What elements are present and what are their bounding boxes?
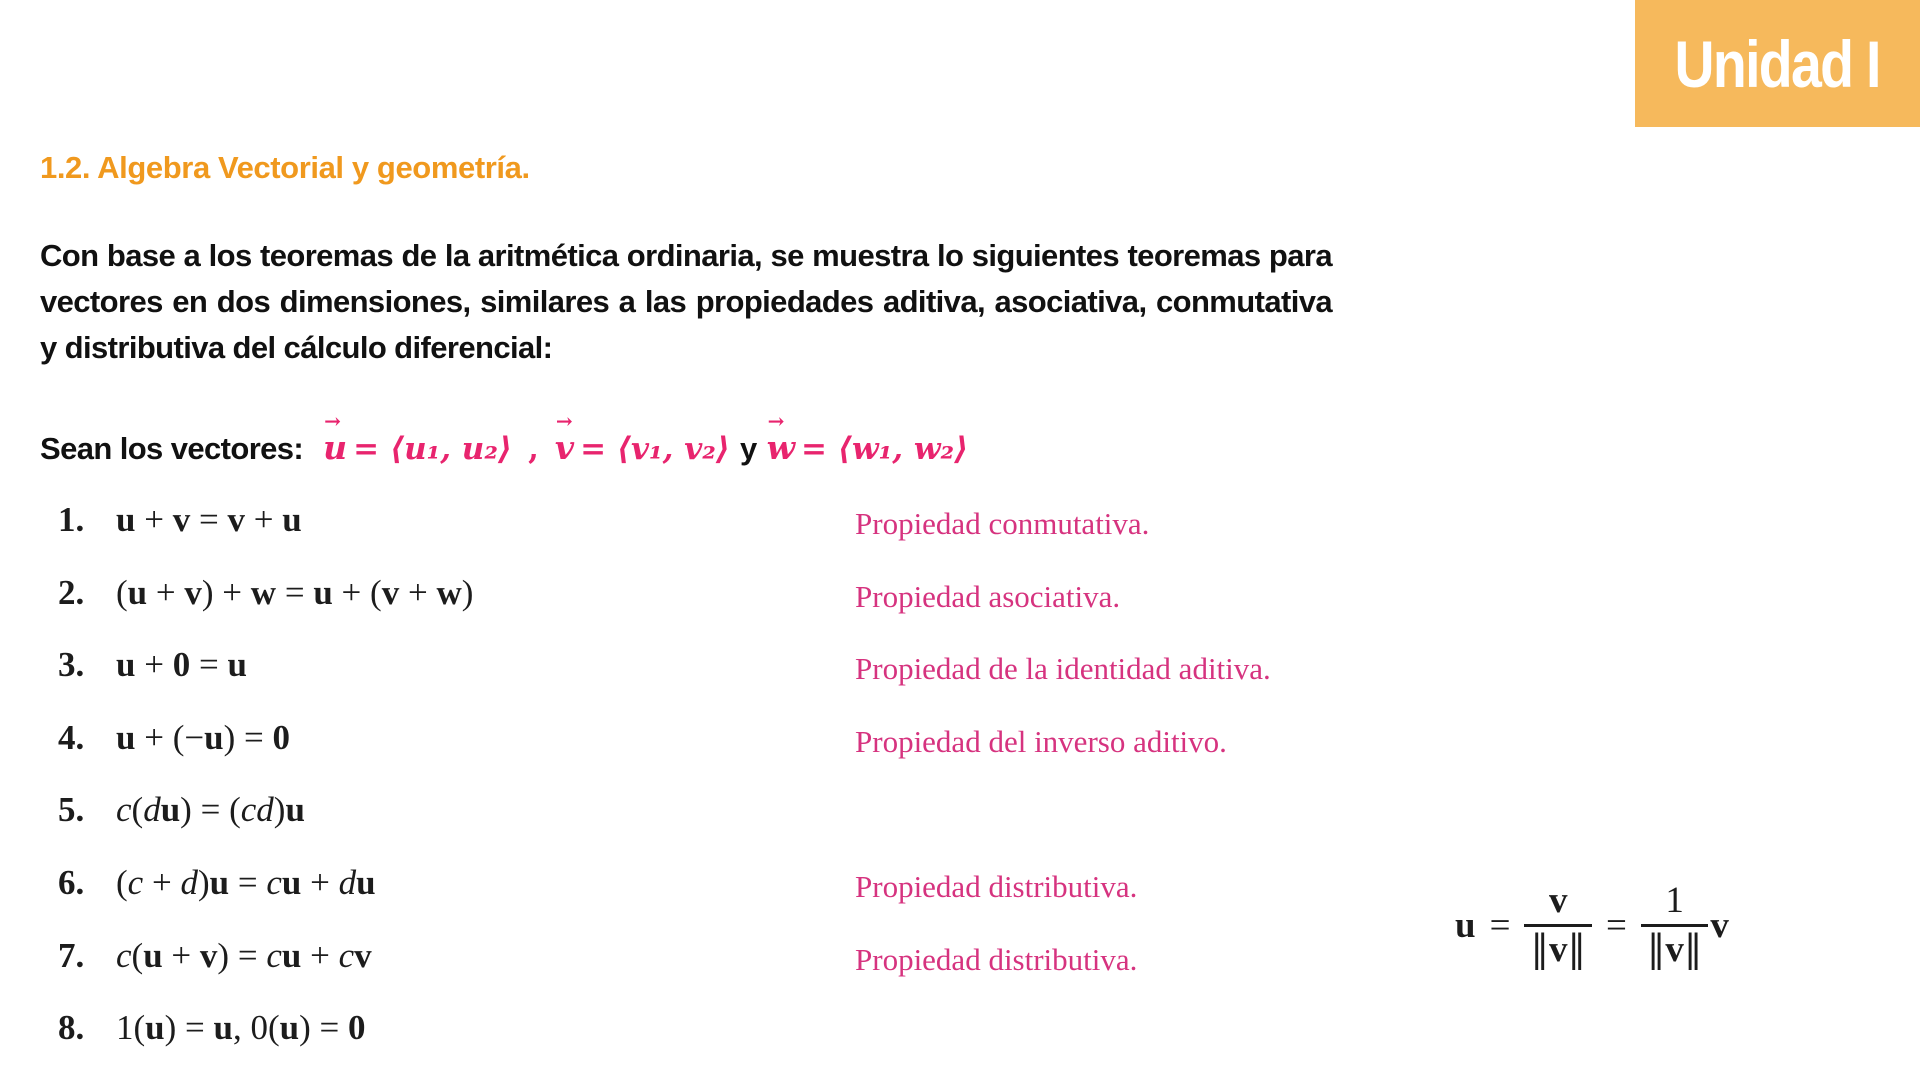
formula-part: v xyxy=(199,935,218,975)
property-row-3 xyxy=(58,645,1858,718)
unit-banner xyxy=(1635,0,1920,127)
formula-part: d xyxy=(180,862,198,902)
formula-part: u xyxy=(160,790,181,830)
formula-part: u xyxy=(116,645,136,685)
formula-part: u xyxy=(143,935,163,975)
property-formula xyxy=(116,1008,366,1047)
formula-part: + xyxy=(244,500,283,539)
formula-part: v xyxy=(172,500,191,539)
formula-part: w xyxy=(436,572,462,612)
property-number: 7. xyxy=(58,935,85,975)
property-label: Propiedad asociativa. xyxy=(855,578,1121,614)
norm-bar: ‖ xyxy=(1646,926,1666,970)
formula-part: u xyxy=(227,645,247,685)
formula-part: + xyxy=(162,935,200,975)
formula-part: ) = xyxy=(164,1008,214,1048)
formula-part: + xyxy=(399,572,437,612)
fraction-v-over-norm xyxy=(1524,882,1592,970)
formula-part: ( xyxy=(116,862,128,902)
formula-part: 0 xyxy=(272,717,290,757)
vector-u-definition: = ⟨u₁, u₂⟩ xyxy=(353,431,513,467)
property-formula xyxy=(116,645,247,684)
vector-u-letter: u xyxy=(323,428,348,467)
formula-part: u xyxy=(279,1008,300,1048)
property-label: Propiedad distributiva. xyxy=(855,868,1138,904)
formula-part: ) = xyxy=(223,717,273,757)
formula-part: ) = xyxy=(299,1008,349,1048)
equals-sign: = xyxy=(1605,905,1627,947)
unit-formula-tail: v xyxy=(1710,905,1729,947)
property-number: 5. xyxy=(58,790,85,830)
formula-part: + ( xyxy=(332,572,382,612)
formula-part: u xyxy=(285,790,305,830)
formula-part: v xyxy=(354,935,372,975)
vector-arrow-icon: → xyxy=(555,409,573,433)
formula-part: + xyxy=(301,862,339,902)
separator-comma: , xyxy=(528,431,539,467)
formula-part: u xyxy=(313,572,333,612)
property-formula xyxy=(116,718,290,757)
norm-bar: ‖ xyxy=(1530,926,1549,970)
property-number: 1. xyxy=(58,500,85,539)
property-label: Propiedad de la identidad aditiva. xyxy=(855,651,1271,687)
formula-part: u xyxy=(116,500,136,539)
norm-bar: ‖ xyxy=(1683,926,1703,970)
section-heading: 1.2. Algebra Vectorial y geometría. xyxy=(40,150,530,185)
vector-arrow-icon: → xyxy=(324,409,341,433)
fraction-denominator xyxy=(1524,924,1592,970)
formula-part: c xyxy=(116,790,132,830)
formula-part: ) = ( xyxy=(180,790,241,830)
vector-w-letter: w xyxy=(766,428,796,467)
formula-part: + xyxy=(143,862,181,902)
formula-part: u xyxy=(204,717,224,757)
property-number: 8. xyxy=(58,1008,85,1048)
formula-part: ) xyxy=(273,790,286,830)
formula-part: cd xyxy=(240,790,274,830)
fraction-numerator: v xyxy=(1548,880,1568,921)
property-number: 3. xyxy=(58,645,85,685)
formula-part: v xyxy=(227,500,245,539)
formula-part: = xyxy=(190,645,228,685)
property-label: Propiedad distributiva. xyxy=(855,941,1138,977)
property-number: 4. xyxy=(58,717,85,757)
property-row-2 xyxy=(58,573,1858,646)
vector-v-definition: = ⟨v₁, v₂⟩ xyxy=(580,431,730,467)
formula-part: v xyxy=(184,572,202,612)
formula-part: u xyxy=(281,935,302,975)
vector-v-letter: v xyxy=(554,428,575,467)
formula-part: + (− xyxy=(135,717,205,757)
intro-paragraph: Con base a los teoremas de la aritmética ordinaria, se muestra lo siguientes teoremas para vectores en dos dimensiones, similares a las propiedades aditiva, asociativa, conmutativa y distributiva del cálculo diferencial: xyxy=(40,238,1332,365)
property-label: Propiedad conmutativa. xyxy=(855,506,1150,541)
formula-part: ) = xyxy=(217,935,267,975)
vectors-definition-line xyxy=(40,409,969,467)
property-row-4 xyxy=(58,718,1858,791)
property-row-8 xyxy=(58,1008,1858,1080)
vector-u xyxy=(323,409,348,467)
formula-part: ( xyxy=(131,790,144,830)
formula-part: c xyxy=(266,862,282,902)
conjunction-y: y xyxy=(739,431,757,466)
formula-part: 0 xyxy=(348,1008,366,1048)
property-formula xyxy=(116,500,302,539)
property-number: 6. xyxy=(58,862,85,902)
norm-bar: ‖ xyxy=(1567,926,1586,970)
equals-sign: = xyxy=(1489,905,1511,947)
formula-part: + xyxy=(135,500,173,539)
formula-part: = xyxy=(229,862,267,902)
vector-v xyxy=(554,409,575,467)
formula-part: ) + xyxy=(201,572,251,612)
formula-part: , 0( xyxy=(233,1008,280,1048)
formula-part: ) xyxy=(197,862,210,902)
formula-part: c xyxy=(338,935,355,975)
formula-part: 0 xyxy=(172,645,191,685)
property-formula xyxy=(116,863,376,902)
property-label: Propiedad del inverso aditivo. xyxy=(855,723,1227,759)
formula-part: = xyxy=(276,572,314,612)
formula-part: c xyxy=(266,935,282,975)
formula-part: c xyxy=(127,862,144,902)
unit-formula-lhs: u xyxy=(1455,905,1476,947)
formula-part: = xyxy=(190,500,228,539)
formula-part: u xyxy=(127,572,148,612)
formula-part: + xyxy=(301,935,339,975)
property-row-1 xyxy=(58,500,1858,573)
formula-part: d xyxy=(143,790,161,830)
formula-part: 1( xyxy=(116,1008,146,1048)
properties-list xyxy=(58,500,1858,1080)
fraction-numerator: 1 xyxy=(1665,880,1684,921)
property-formula xyxy=(116,573,473,612)
formula-part: + xyxy=(135,645,173,685)
vectors-definition-label: Sean los vectores: xyxy=(40,431,304,466)
norm-vector: v xyxy=(1665,928,1684,970)
formula-part: w xyxy=(250,572,277,612)
fraction-one-over-norm xyxy=(1641,882,1709,970)
vector-arrow-icon: → xyxy=(767,409,785,433)
formula-part: d xyxy=(338,862,357,902)
norm-vector: v xyxy=(1548,928,1568,970)
formula-part: v xyxy=(381,572,400,612)
property-formula xyxy=(116,790,305,829)
vector-w-definition: = ⟨w₁, w₂⟩ xyxy=(801,431,969,467)
vector-w xyxy=(766,409,796,467)
formula-part: + xyxy=(147,572,185,612)
property-number: 2. xyxy=(58,572,85,612)
formula-part: u xyxy=(213,1008,233,1048)
formula-part: u xyxy=(209,862,230,902)
formula-part: u xyxy=(281,862,302,902)
formula-part: u xyxy=(356,862,376,902)
property-row-5 xyxy=(58,790,1858,863)
formula-part: u xyxy=(282,500,302,539)
property-formula xyxy=(116,936,372,975)
formula-part: u xyxy=(145,1008,165,1048)
formula-part: ) xyxy=(461,572,474,612)
formula-part: c xyxy=(116,935,132,975)
unit-banner-label: Unidad I xyxy=(1674,26,1881,101)
fraction-denominator xyxy=(1641,924,1709,970)
formula-part: u xyxy=(116,717,136,757)
formula-part: ( xyxy=(116,572,128,612)
unit-vector-formula xyxy=(1455,882,1729,970)
formula-part: ( xyxy=(131,935,144,975)
